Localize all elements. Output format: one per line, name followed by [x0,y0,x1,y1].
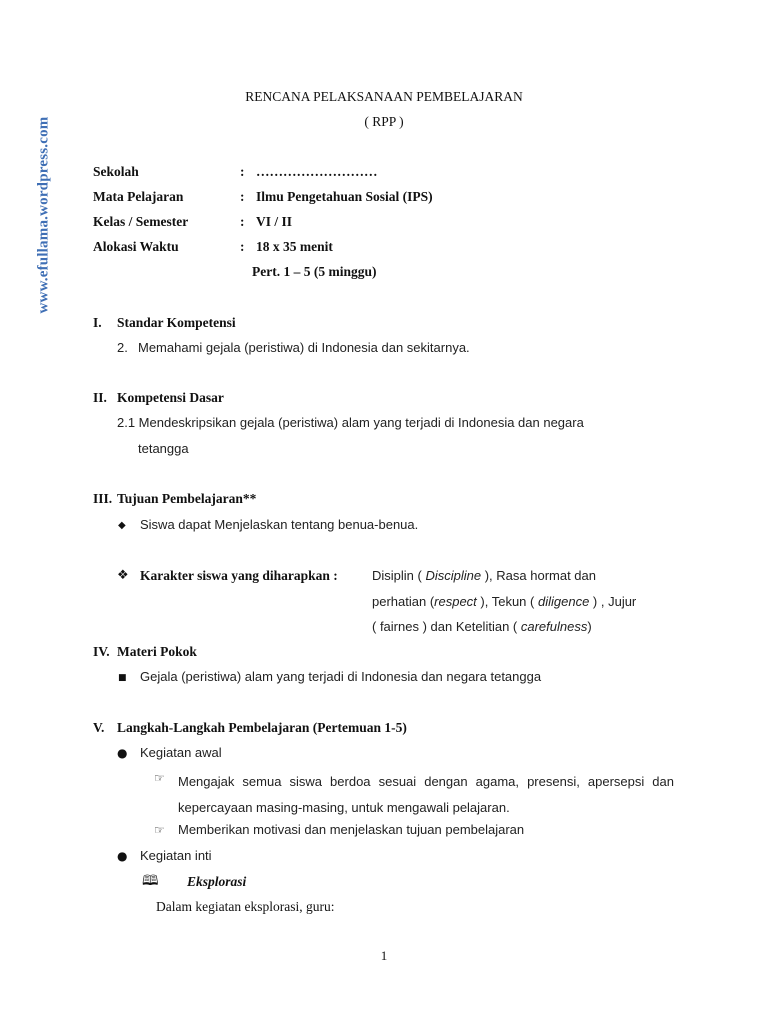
sekolah-label: Sekolah [93,164,139,179]
section-3-number: III. [93,491,113,506]
karakter-discipline: Discipline [425,568,482,583]
section-2-item-line-2: tetangga [138,441,189,456]
karakter-carefulness: carefulness [520,619,588,634]
document-title: RENCANA PELAKSANAAN PEMBELAJARAN [245,89,523,104]
kelas-value: VI / II [256,214,293,229]
page-number: 1 [380,948,388,963]
karakter-line-2 [372,593,636,611]
section-1-number: I. [93,315,102,330]
section-4-number: IV. [93,644,110,659]
watermark-text: www.efullama.wordpress.com [35,116,52,313]
karakter-line-3-a: ( fairnes ) dan Ketelitian ( [372,619,521,634]
section-2-title: Kompetensi Dasar [117,390,224,405]
karakter-line-1-b: ), Rasa hormat dan [481,568,596,583]
section-1-item-text: Memahami gejala (peristiwa) di Indonesia dan sekitarnya. [138,340,470,355]
round-bullet-icon: ● [117,746,128,760]
pointing-hand-icon: ☞ [154,771,165,785]
section-1-title: Standar Kompetensi [117,315,236,330]
pointing-hand-icon: ☞ [154,823,165,837]
open-book-icon: 🕮 [142,873,159,889]
section-4-title: Materi Pokok [117,644,197,659]
karakter-label: Karakter siswa yang diharapkan : [140,568,338,583]
mapel-colon: : [240,189,245,204]
kegiatan-inti-label: Kegiatan inti [140,848,212,863]
round-bullet-icon: ● [117,849,128,863]
eksplorasi-title: Eksplorasi [187,874,247,889]
kegiatan-awal-item-1: Mengajak semua siswa berdoa sesuai dengan agama, presensi, apersepsi dan kepercayaan masing-masing, untuk mengawali pelajaran. [178,774,674,815]
karakter-line-3-b: ) [587,619,592,634]
kegiatan-awal-label: Kegiatan awal [140,745,222,760]
square-bullet-icon: ■ [118,673,127,683]
sekolah-value: ……………………… [256,164,378,179]
karakter-diligence: diligence [537,594,590,609]
section-5-title: Langkah-Langkah Pembelajaran (Pertemuan 1-5) [117,720,407,735]
karakter-line-3 [372,618,592,636]
section-3-bullet-text: Siswa dapat Menjelaskan tentang benua-benua. [140,517,419,532]
section-2-item-line-1: 2.1 Mendeskripsikan gejala (peristiwa) alam yang terjadi di Indonesia dan negara [117,415,584,430]
kelas-colon: : [240,214,245,229]
section-3-title: Tujuan Pembelajaran** [117,491,257,506]
karakter-line-2-a: perhatian ( [372,594,435,609]
kegiatan-awal-item-2: Memberikan motivasi dan menjelaskan tujuan pembelajaran [178,822,525,837]
mapel-label: Mata Pelajaran [93,189,184,204]
karakter-line-2-b: ), Tekun ( [476,594,538,609]
alokasi-label: Alokasi Waktu [93,239,179,254]
karakter-line-2-c: ) , Jujur [589,594,637,609]
karakter-line-1-a: Disiplin ( [372,568,426,583]
document-subtitle: ( RPP ) [364,114,404,129]
karakter-line-1 [372,567,596,585]
section-2-number: II. [93,390,107,405]
mapel-value: Ilmu Pengetahuan Sosial (IPS) [256,189,433,204]
section-5-number: V. [93,720,105,735]
diamond-bullet-icon: ◆ [118,520,126,531]
karakter-respect: respect [434,594,477,609]
alokasi-value: 18 x 35 menit [256,239,333,254]
eksplorasi-text: Dalam kegiatan eksplorasi, guru: [156,899,335,914]
star-diamond-bullet-icon: ❖ [117,568,129,583]
sekolah-colon: : [240,164,245,179]
alokasi-value-2: Pert. 1 – 5 (5 minggu) [252,264,377,279]
section-4-bullet-text: Gejala (peristiwa) alam yang terjadi di Indonesia dan negara tetangga [140,669,542,684]
alokasi-colon: : [240,239,245,254]
kelas-label: Kelas / Semester [93,214,189,229]
section-1-item-number: 2. [117,340,128,355]
